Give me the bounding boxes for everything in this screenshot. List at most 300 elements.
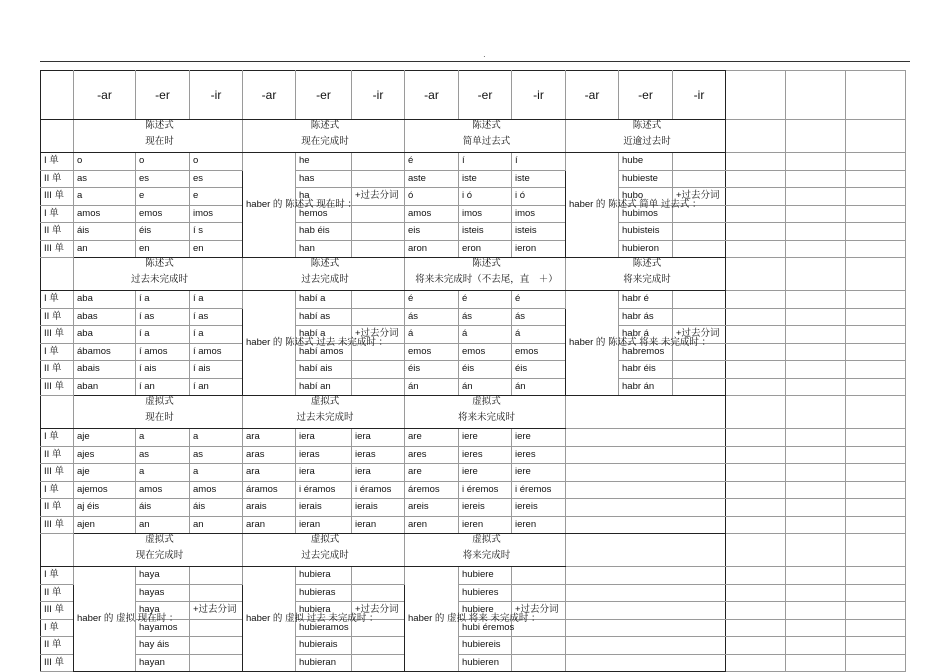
person-label: II 单	[41, 223, 74, 241]
ending-cell: isteis	[512, 223, 566, 241]
suffix-cell: +过去分词	[352, 188, 405, 206]
tense-label: 现在完成时	[301, 136, 349, 147]
ending-cell: amos	[74, 205, 136, 223]
empty-cell	[786, 120, 846, 153]
ending-cell: hayamos	[136, 619, 190, 637]
mood-label: 陈述式	[310, 120, 340, 131]
suffix-cell	[673, 378, 726, 396]
ending-cell: aron	[405, 240, 459, 258]
empty-cell	[566, 516, 726, 534]
suffix-cell	[512, 637, 566, 655]
ending-cell: áramos	[243, 481, 296, 499]
ending-cell: ieras	[352, 446, 405, 464]
suffix-cell	[673, 170, 726, 188]
ending-cell: o	[136, 153, 190, 171]
tense-label: 近逾过去时	[623, 136, 671, 147]
empty-cell	[726, 464, 786, 482]
ending-cell: hubiere	[459, 567, 512, 585]
empty-cell	[786, 534, 846, 567]
empty-cell	[846, 223, 906, 241]
ending-cell: éis	[405, 361, 459, 379]
empty-cell	[846, 602, 906, 620]
ending-cell: hubisteis	[619, 223, 673, 241]
empty-cell	[726, 291, 786, 309]
ending-cell: i éramos	[352, 481, 405, 499]
empty-cell	[846, 534, 906, 567]
ending-cell: ara	[243, 464, 296, 482]
ending-cell: a	[190, 464, 243, 482]
empty-cell	[726, 584, 786, 602]
ending-cell: éis	[459, 361, 512, 379]
ending-cell: i éremos	[459, 481, 512, 499]
empty-cell	[786, 396, 846, 429]
table-row	[41, 343, 906, 361]
person-label: III 单	[41, 240, 74, 258]
empty-cell	[786, 637, 846, 655]
ending-cell: í a	[136, 291, 190, 309]
ending-cell: habí as	[296, 308, 352, 326]
column-header: -er	[136, 71, 190, 120]
empty-cell	[726, 361, 786, 379]
ending-cell: habí a	[296, 326, 352, 344]
empty-cell	[726, 654, 786, 672]
ending-cell: en	[190, 240, 243, 258]
ending-cell: é	[459, 291, 512, 309]
ending-cell: hubo	[619, 188, 673, 206]
empty-cell	[786, 619, 846, 637]
tense-label: 过去完成时	[301, 550, 349, 561]
ending-cell: ieren	[512, 516, 566, 534]
person-label: III 单	[41, 378, 74, 396]
empty-cell	[846, 637, 906, 655]
empty-cell	[786, 499, 846, 517]
ending-cell: hubieron	[619, 240, 673, 258]
ending-cell: iere	[459, 429, 512, 447]
person-label: II 单	[41, 361, 74, 379]
empty-cell	[566, 464, 726, 482]
table-row	[41, 223, 906, 241]
suffix-cell	[352, 378, 405, 396]
mood-label: 陈述式	[472, 258, 501, 269]
suffix-cell: +过去分词	[352, 602, 405, 620]
table-row	[41, 378, 906, 396]
ending-cell: ó	[405, 188, 459, 206]
empty-cell	[846, 170, 906, 188]
ending-cell: es	[190, 170, 243, 188]
ending-cell: as	[190, 446, 243, 464]
suffix-cell	[352, 584, 405, 602]
tense-header	[566, 120, 726, 153]
tense-label: 将来完成时	[623, 274, 671, 285]
ending-cell: a	[136, 429, 190, 447]
person-label: I 单	[41, 205, 74, 223]
empty-cell	[786, 567, 846, 585]
ending-cell: ás	[405, 308, 459, 326]
empty-cell	[726, 396, 786, 429]
ending-cell: hubiera	[296, 602, 352, 620]
ending-cell: he	[296, 153, 352, 171]
empty-cell	[726, 258, 786, 291]
tense-header	[74, 534, 243, 567]
suffix-cell	[352, 361, 405, 379]
suffix-cell	[190, 654, 243, 672]
ending-cell: í	[512, 153, 566, 171]
empty-cell	[786, 654, 846, 672]
person-label: III 单	[41, 602, 74, 620]
ending-cell: áremos	[405, 481, 459, 499]
ending-cell: ieren	[459, 516, 512, 534]
empty-cell	[846, 343, 906, 361]
empty-cell	[726, 308, 786, 326]
suffix-cell	[352, 637, 405, 655]
ending-cell: are	[405, 464, 459, 482]
ending-cell: as	[74, 170, 136, 188]
ending-cell: abas	[74, 308, 136, 326]
empty-cell	[846, 205, 906, 223]
ending-cell: amos	[136, 481, 190, 499]
tense-header	[243, 534, 405, 567]
ending-cell: arais	[243, 499, 296, 517]
empty-cell	[846, 619, 906, 637]
empty-cell	[786, 378, 846, 396]
ending-cell: aje	[74, 429, 136, 447]
corner-cell	[41, 71, 74, 120]
mood-label: 陈述式	[472, 120, 501, 131]
ending-cell: í a	[190, 326, 243, 344]
column-header: -ar	[74, 71, 136, 120]
ending-cell: ajemos	[74, 481, 136, 499]
empty-cell	[726, 188, 786, 206]
empty-cell	[786, 516, 846, 534]
ending-cell: o	[74, 153, 136, 171]
ending-cell: i ó	[512, 188, 566, 206]
mood-label: 陈述式	[310, 258, 340, 269]
ending-cell: í a	[136, 326, 190, 344]
aux-label: haber 的 虚拟 将来 未完成时 ：	[405, 567, 459, 672]
ending-cell: i éremos	[512, 481, 566, 499]
tense-label: 过去未完成时	[296, 412, 354, 423]
ending-cell: ieran	[296, 516, 352, 534]
mood-label: 虚拟式	[145, 534, 174, 545]
empty-cell	[786, 240, 846, 258]
suffix-cell	[352, 567, 405, 585]
ending-cell: éis	[136, 223, 190, 241]
ending-cell: ieras	[296, 446, 352, 464]
ending-cell: o	[190, 153, 243, 171]
empty-cell	[786, 326, 846, 344]
empty-cell	[846, 326, 906, 344]
empty-cell	[786, 343, 846, 361]
table-row	[41, 654, 906, 672]
suffix-cell	[352, 170, 405, 188]
ending-cell: hab éis	[296, 223, 352, 241]
ending-cell: emos	[405, 343, 459, 361]
ending-cell: emos	[512, 343, 566, 361]
empty-cell	[846, 567, 906, 585]
ending-cell: hubieran	[296, 654, 352, 672]
table-row	[41, 361, 906, 379]
empty-cell	[846, 429, 906, 447]
ending-cell: hubierais	[296, 637, 352, 655]
ending-cell: hubieren	[459, 654, 512, 672]
ending-cell: iera	[296, 429, 352, 447]
aux-label: haber 的 陈述式 简单 过去式 ：	[566, 153, 619, 258]
person-label: III 单	[41, 188, 74, 206]
section-header-row	[41, 396, 906, 429]
ending-cell: hubieras	[296, 584, 352, 602]
column-header: -ir	[673, 71, 726, 120]
label-cell	[41, 258, 74, 291]
ending-cell: habremos	[619, 343, 673, 361]
ending-cell: hayas	[136, 584, 190, 602]
suffix-cell: +过去分词	[673, 326, 726, 344]
empty-cell	[846, 120, 906, 153]
person-label: III 单	[41, 464, 74, 482]
ending-cell: iereis	[512, 499, 566, 517]
ending-cell: hay áis	[136, 637, 190, 655]
empty-cell	[786, 188, 846, 206]
person-label: I 单	[41, 429, 74, 447]
ending-cell: ha	[296, 188, 352, 206]
empty-cell	[566, 446, 726, 464]
empty-cell	[786, 71, 846, 120]
empty-cell	[726, 516, 786, 534]
mood-label: 虚拟式	[472, 396, 501, 407]
ending-cell: hubiereis	[459, 637, 512, 655]
suffix-cell	[352, 153, 405, 171]
ending-cell: ajen	[74, 516, 136, 534]
person-label: I 单	[41, 619, 74, 637]
empty-cell	[846, 396, 906, 429]
ending-cell: á	[405, 326, 459, 344]
column-header: -er	[459, 71, 512, 120]
ending-cell: á	[459, 326, 512, 344]
empty-cell	[726, 120, 786, 153]
suffix-cell	[190, 567, 243, 585]
tense-label: 将来完成时	[462, 550, 511, 561]
person-label: I 单	[41, 567, 74, 585]
empty-cell	[726, 429, 786, 447]
tense-label: 将来未完成时	[457, 412, 515, 423]
table-row	[41, 567, 906, 585]
empty-cell	[566, 429, 726, 447]
aux-label: haber 的 虚拟 现在时 ：	[74, 567, 136, 672]
person-label: I 单	[41, 481, 74, 499]
table-row	[41, 464, 906, 482]
ending-cell: í an	[136, 378, 190, 396]
suffix-cell	[673, 291, 726, 309]
empty-cell	[846, 258, 906, 291]
tense-header	[74, 120, 243, 153]
ending-cell: es	[136, 170, 190, 188]
empty-cell	[726, 205, 786, 223]
label-cell	[41, 120, 74, 153]
table-row	[41, 637, 906, 655]
ending-cell: imos	[459, 205, 512, 223]
ending-cell: hemos	[296, 205, 352, 223]
mood-label: 虚拟式	[310, 534, 340, 545]
empty-cell	[786, 153, 846, 171]
ending-cell: habr ás	[619, 308, 673, 326]
ending-cell: habí amos	[296, 343, 352, 361]
aux-label: haber 的 虚拟 过去 未完成时 ：	[243, 567, 296, 672]
ending-cell: ara	[243, 429, 296, 447]
empty-cell	[726, 602, 786, 620]
mood-label: 虚拟式	[472, 534, 501, 545]
aux-label: haber 的 陈述式 现在时 ：	[243, 153, 296, 258]
ending-cell: hube	[619, 153, 673, 171]
empty-cell	[726, 153, 786, 171]
ending-cell: é	[512, 291, 566, 309]
ending-cell: í s	[190, 223, 243, 241]
ending-cell: iere	[512, 429, 566, 447]
empty-cell	[786, 602, 846, 620]
column-header: -er	[619, 71, 673, 120]
ending-cell: í	[459, 153, 512, 171]
mood-label: 虚拟式	[310, 396, 340, 407]
empty-cell	[846, 71, 906, 120]
ending-cell: é	[405, 153, 459, 171]
ending-cell: habí an	[296, 378, 352, 396]
ending-cell: iere	[512, 464, 566, 482]
tense-header	[243, 258, 405, 291]
ending-cell: amos	[190, 481, 243, 499]
empty-cell	[566, 654, 726, 672]
ending-cell: iereis	[459, 499, 512, 517]
ending-cell: an	[74, 240, 136, 258]
empty-cell	[846, 481, 906, 499]
ending-cell: haya	[136, 602, 190, 620]
suffix-cell: +过去分词	[512, 602, 566, 620]
column-header: -ir	[190, 71, 243, 120]
empty-cell	[726, 567, 786, 585]
ending-cell: hubi éremos	[459, 619, 512, 637]
ending-cell: emos	[136, 205, 190, 223]
ending-cell: areis	[405, 499, 459, 517]
ending-cell: ieres	[459, 446, 512, 464]
person-label: II 单	[41, 637, 74, 655]
column-header: -ar	[566, 71, 619, 120]
ending-cell: í a	[190, 291, 243, 309]
ending-cell: abais	[74, 361, 136, 379]
ending-cell: habr éis	[619, 361, 673, 379]
empty-cell	[786, 291, 846, 309]
suffix-cell	[190, 637, 243, 655]
ending-cell: haya	[136, 567, 190, 585]
page-mark: ·	[483, 52, 486, 61]
column-header: -ar	[405, 71, 459, 120]
ending-cell: ieran	[352, 516, 405, 534]
table-row	[41, 326, 906, 344]
suffix-cell	[352, 205, 405, 223]
top-rule	[40, 61, 910, 62]
ending-cell: i éramos	[296, 481, 352, 499]
suffix-cell	[512, 567, 566, 585]
ending-cell: án	[512, 378, 566, 396]
ending-cell: an	[136, 516, 190, 534]
table-row	[41, 170, 906, 188]
empty-cell	[786, 205, 846, 223]
table-row	[41, 619, 906, 637]
ending-cell: í an	[190, 378, 243, 396]
tense-header	[405, 120, 566, 153]
ending-cell: iste	[459, 170, 512, 188]
ending-cell: án	[459, 378, 512, 396]
ending-cell: í as	[190, 308, 243, 326]
person-label: I 单	[41, 153, 74, 171]
suffix-cell	[190, 619, 243, 637]
suffix-cell	[190, 584, 243, 602]
ending-cell: aran	[243, 516, 296, 534]
person-label: II 单	[41, 499, 74, 517]
ending-cell: imos	[190, 205, 243, 223]
mood-label: 陈述式	[632, 120, 662, 131]
column-header: -ir	[352, 71, 405, 120]
ending-cell: eron	[459, 240, 512, 258]
ending-cell: áis	[190, 499, 243, 517]
tense-header	[243, 120, 405, 153]
person-label: III 单	[41, 326, 74, 344]
ending-cell: eis	[405, 223, 459, 241]
tense-label: 现在完成时	[135, 550, 184, 561]
ending-cell: ábamos	[74, 343, 136, 361]
empty-cell	[566, 637, 726, 655]
empty-cell	[566, 499, 726, 517]
empty-cell	[726, 481, 786, 499]
ending-cell: are	[405, 429, 459, 447]
mood-label: 陈述式	[145, 258, 174, 269]
header-row	[41, 71, 906, 120]
aux-label: haber 的 陈述式 过去 未完成时 ：	[243, 291, 296, 396]
ending-cell: iera	[352, 429, 405, 447]
ending-cell: e	[190, 188, 243, 206]
empty-cell	[726, 170, 786, 188]
ending-cell: ás	[512, 308, 566, 326]
empty-cell	[726, 326, 786, 344]
empty-cell	[786, 308, 846, 326]
ending-cell: an	[190, 516, 243, 534]
empty-cell	[726, 240, 786, 258]
ending-cell: iste	[512, 170, 566, 188]
ending-cell: í ais	[136, 361, 190, 379]
ending-cell: iera	[296, 464, 352, 482]
empty-cell	[566, 567, 726, 585]
label-cell	[41, 396, 74, 429]
ending-cell: aj éis	[74, 499, 136, 517]
ending-cell: hubiera	[296, 567, 352, 585]
column-header: -er	[296, 71, 352, 120]
person-label: III 单	[41, 516, 74, 534]
empty-cell	[786, 584, 846, 602]
ending-cell: hayan	[136, 654, 190, 672]
tense-label: 过去未完成时	[130, 274, 188, 285]
ending-cell: ares	[405, 446, 459, 464]
empty-cell	[726, 446, 786, 464]
ending-cell: a	[136, 464, 190, 482]
table-row	[41, 240, 906, 258]
suffix-cell	[352, 308, 405, 326]
ending-cell: isteis	[459, 223, 512, 241]
empty-cell	[726, 71, 786, 120]
ending-cell: a	[190, 429, 243, 447]
table-row	[41, 481, 906, 499]
ending-cell: ajes	[74, 446, 136, 464]
tense-label: 简单过去式	[462, 136, 511, 147]
suffix-cell: +过去分词	[190, 602, 243, 620]
suffix-cell	[352, 223, 405, 241]
empty-cell	[566, 584, 726, 602]
section-header-row	[41, 258, 906, 291]
